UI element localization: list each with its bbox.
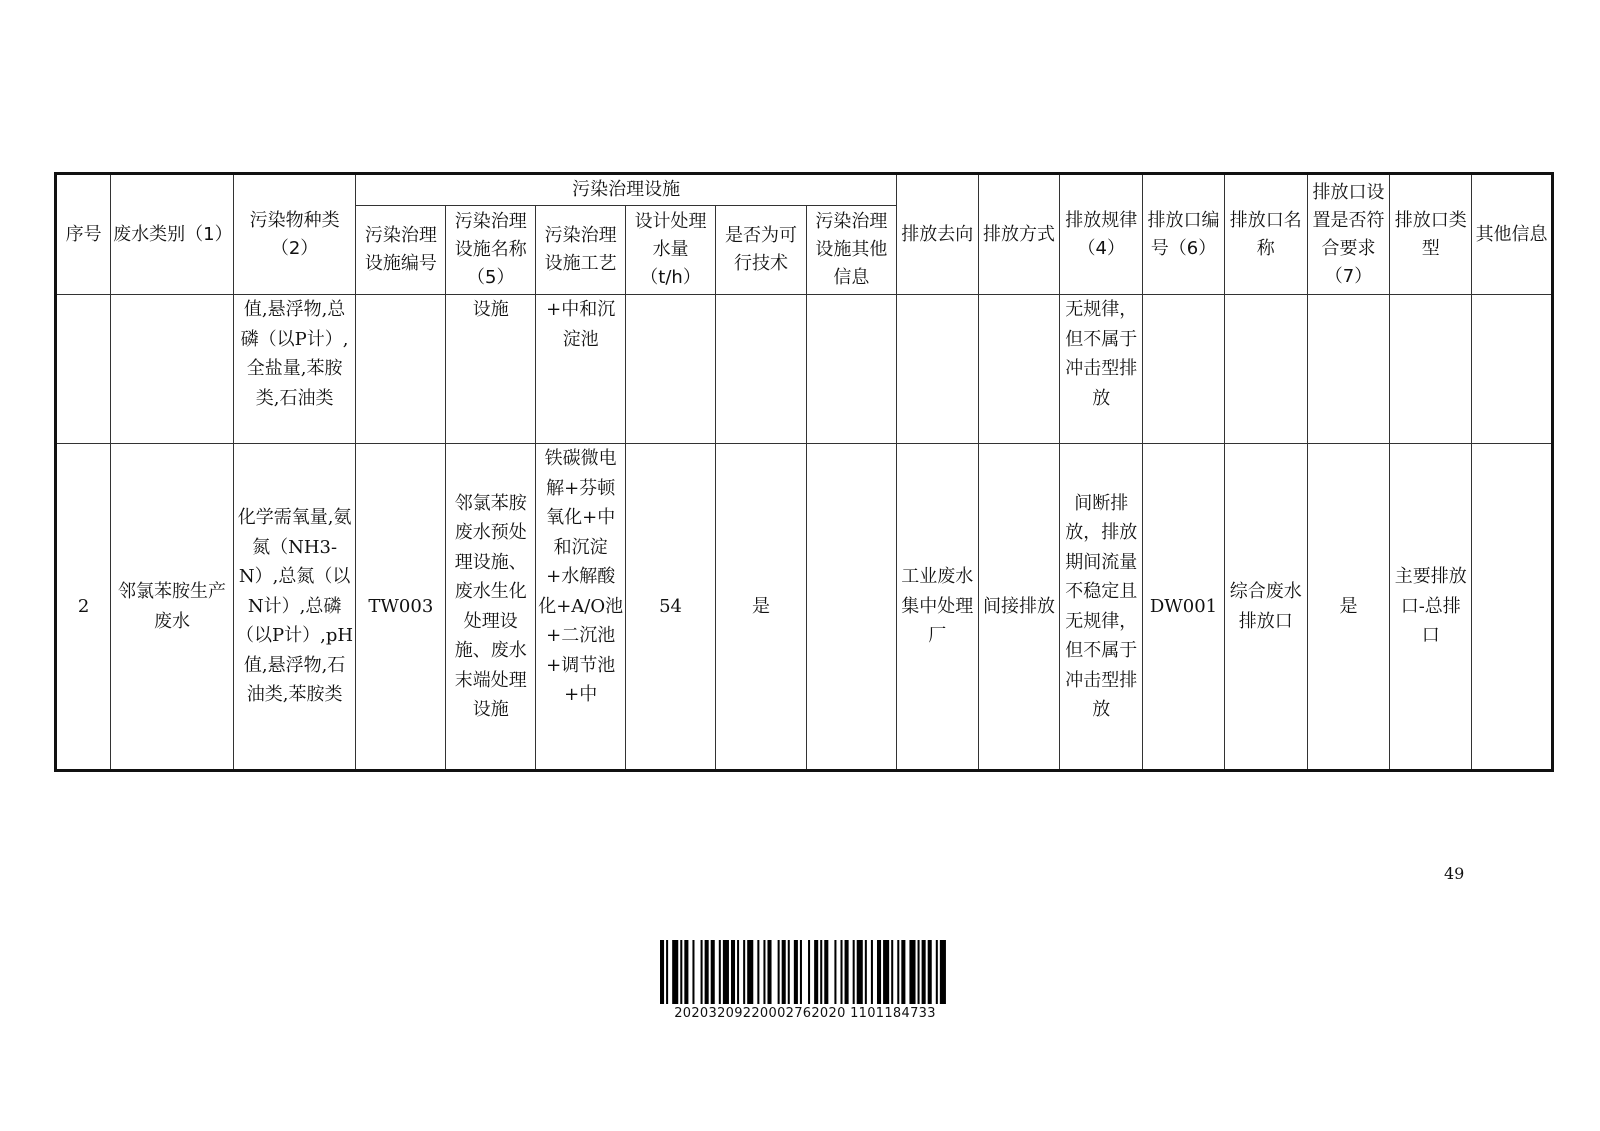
- barcode-bar: [891, 940, 893, 1004]
- barcode-bar: [767, 940, 771, 1004]
- table-row: [56, 444, 1553, 771]
- barcode-bar: [865, 940, 867, 1004]
- header-facility-code: 污染治理设施编号: [356, 206, 446, 295]
- header-facility-group: 污染治理设施: [356, 174, 897, 206]
- header-pollutant-type: 污染物种类（2）: [233, 174, 356, 295]
- barcode-bar: [788, 940, 790, 1004]
- barcode-bar: [719, 940, 721, 1004]
- cell-discharge-method: 间接排放: [978, 444, 1060, 771]
- cell-other-info: [1472, 444, 1553, 771]
- cell-feasible-tech: [716, 295, 807, 444]
- cell-facility-process: +中和沉淀池: [536, 295, 626, 444]
- cell-other-info: [1472, 295, 1553, 444]
- barcode-bar: [794, 940, 798, 1004]
- barcode-bar: [747, 940, 753, 1004]
- cell-discharge-pattern: 无规律，但不属于冲击型排放: [1060, 295, 1143, 444]
- barcode-bar: [897, 940, 899, 1004]
- header-other-info: 其他信息: [1472, 174, 1553, 295]
- barcode-bar: [814, 940, 818, 1004]
- cell-pollutant-type: 值,悬浮物,总磷（以P计）,全盐量,苯胺类,石油类: [233, 295, 356, 444]
- header-discharge-method: 排放方式: [978, 174, 1060, 295]
- cell-serial: [56, 295, 111, 444]
- cell-discharge-pattern: 间断排放，排放期间流量不稳定且无规律，但不属于冲击型排放: [1060, 444, 1143, 771]
- header-row-top: [56, 174, 1553, 206]
- header-facility-other: 污染治理设施其他信息: [806, 206, 896, 295]
- header-design-capacity: 设计处理水量（t/h）: [626, 206, 716, 295]
- header-serial: 序号: [56, 174, 111, 295]
- barcode-bar: [808, 940, 810, 1004]
- barcode-bar: [857, 940, 863, 1004]
- barcode-bar: [840, 940, 842, 1004]
- cell-outlet-code: DW001: [1143, 444, 1225, 771]
- cell-facility-code: TW003: [356, 444, 446, 771]
- barcode-bar: [731, 940, 735, 1004]
- cell-design-capacity: [626, 295, 716, 444]
- barcode-bar: [672, 940, 678, 1004]
- cell-facility-name: 邻氯苯胺废水预处理设施、废水生化处理设施、废水末端处理设施: [446, 444, 536, 771]
- barcode-bar: [936, 940, 938, 1004]
- barcode-bar: [701, 940, 703, 1004]
- barcode-bar: [743, 940, 745, 1004]
- barcode-bar: [909, 940, 915, 1004]
- header-facility-process: 污染治理设施工艺: [536, 206, 626, 295]
- barcode-bar: [684, 940, 688, 1004]
- barcode-bar: [820, 940, 822, 1004]
- barcode-bar: [918, 940, 920, 1004]
- barcode-bar: [782, 940, 786, 1004]
- page-number: 49: [1444, 864, 1465, 883]
- barcode-bar: [680, 940, 682, 1004]
- cell-outlet-code: [1143, 295, 1225, 444]
- header-discharge-pattern: 排放规律（4）: [1060, 174, 1143, 295]
- barcode-bar: [737, 940, 739, 1004]
- header-outlet-compliant: 排放口设置是否符合要求（7）: [1307, 174, 1390, 295]
- barcode-bar: [763, 940, 765, 1004]
- cell-facility-other: [806, 295, 896, 444]
- barcode-bar: [778, 940, 780, 1004]
- barcode-bar: [692, 940, 694, 1004]
- barcode-bar: [922, 940, 926, 1004]
- barcode-bar: [800, 940, 802, 1004]
- barcode-bar: [757, 940, 759, 1004]
- barcode-number: 20203209220002762020 1101184733: [674, 1006, 936, 1021]
- cell-outlet-type: 主要排放口-总排口: [1390, 444, 1472, 771]
- cell-facility-process: 铁碳微电解+芬顿氧化+中和沉淀+水解酸化+A/O池+二沉池+调节池+中: [536, 444, 626, 771]
- header-outlet-name: 排放口名称: [1224, 174, 1307, 295]
- barcode-bar: [723, 940, 729, 1004]
- barcode-bar: [845, 940, 849, 1004]
- header-facility-name: 污染治理设施名称（5）: [446, 206, 536, 295]
- barcode-bars: [660, 940, 950, 1004]
- cell-outlet-name: [1224, 295, 1307, 444]
- header-wastewater-type: 废水类别（1）: [111, 174, 234, 295]
- cell-outlet-type: [1390, 295, 1472, 444]
- cell-pollutant-type: 化学需氧量,氨氮（NH3-N）,总氮（以N计）,总磷（以P计）,pH值,悬浮物,石油类,苯胺类: [233, 444, 356, 771]
- barcode-bar: [834, 940, 836, 1004]
- cell-outlet-compliant: 是: [1307, 444, 1390, 771]
- header-discharge-destination: 排放去向: [896, 174, 978, 295]
- cell-outlet-compliant: [1307, 295, 1390, 444]
- discharge-table: [54, 172, 1554, 772]
- barcode-bar: [871, 940, 873, 1004]
- cell-wastewater-type: [111, 295, 234, 444]
- barcode-bar: [853, 940, 855, 1004]
- barcode-bar: [883, 940, 889, 1004]
- cell-discharge-method: [978, 295, 1060, 444]
- cell-discharge-destination: [896, 295, 978, 444]
- cell-wastewater-type: 邻氯苯胺生产废水: [111, 444, 234, 771]
- cell-outlet-name: 综合废水排放口: [1224, 444, 1307, 771]
- header-outlet-type: 排放口类型: [1390, 174, 1472, 295]
- cell-design-capacity: 54: [626, 444, 716, 771]
- header-feasible-tech: 是否为可行技术: [716, 206, 807, 295]
- barcode-bar: [901, 940, 905, 1004]
- barcode-bar: [666, 940, 668, 1004]
- barcode-bar: [711, 940, 715, 1004]
- table-row: [56, 295, 1553, 444]
- cell-facility-other: [806, 444, 896, 771]
- barcode-bar: [877, 940, 881, 1004]
- header-outlet-code: 排放口编号（6）: [1143, 174, 1225, 295]
- barcode-bar: [824, 940, 828, 1004]
- barcode-bar: [928, 940, 932, 1004]
- cell-facility-code: [356, 295, 446, 444]
- barcode-bar: [660, 940, 664, 1004]
- barcode-bar: [940, 940, 946, 1004]
- cell-feasible-tech: 是: [716, 444, 807, 771]
- barcode: [660, 940, 950, 1026]
- cell-serial: 2: [56, 444, 111, 771]
- barcode-bar: [705, 940, 709, 1004]
- cell-discharge-destination: 工业废水集中处理厂: [896, 444, 978, 771]
- cell-facility-name: 设施: [446, 295, 536, 444]
